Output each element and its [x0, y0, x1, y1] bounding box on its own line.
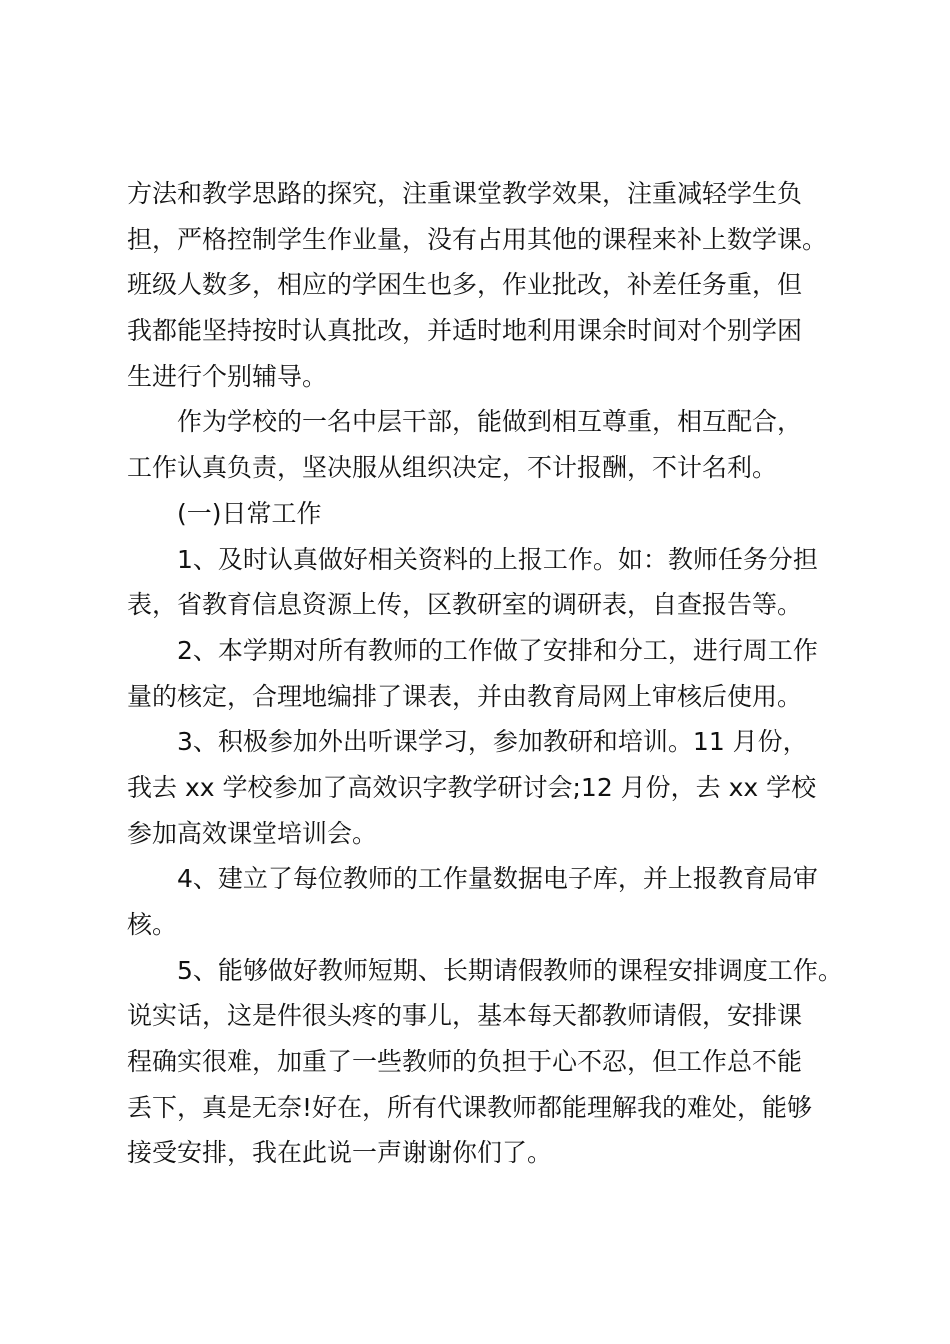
- list-item-line: 1、及时认真做好相关资料的上报工作。如：教师任务分担: [177, 544, 818, 574]
- paragraph-line: 班级人数多，相应的学困生也多，作业批改，补差任务重，但: [127, 270, 803, 300]
- list-item-line: 说实话，这是件很头疼的事儿，基本每天都教师请假，安排课: [127, 1001, 803, 1031]
- list-item-line: 5、能够做好教师短期、长期请假教师的课程安排调度工作。: [177, 955, 843, 985]
- list-item-line: 我去 xx 学校参加了高效识字教学研讨会;12 月份，去 xx 学校: [127, 772, 817, 802]
- paragraph-line: 生进行个别辅导。: [127, 361, 328, 391]
- paragraph-line: 工作认真负责，坚决服从组织决定，不计报酬，不计名利。: [127, 453, 778, 483]
- paragraph-line: 作为学校的一名中层干部，能做到相互尊重，相互配合，: [177, 407, 803, 437]
- list-item-line: 量的核定，合理地编排了课表，并由教育局网上审核后使用。: [127, 681, 803, 711]
- paragraph-line: 方法和教学思路的探究，注重课堂教学效果，注重减轻学生负: [127, 179, 803, 208]
- list-item-line: 表，省教育信息资源上传，区教研室的调研表，自查报告等。: [127, 590, 803, 620]
- paragraph-line: 我都能坚持按时认真批改，并适时地利用课余时间对个别学困: [127, 316, 803, 346]
- list-item-line: 4、建立了每位教师的工作量数据电子库，并上报教育局审: [177, 864, 818, 894]
- document-body: [127, 171, 843, 1176]
- section-heading: (一)日常工作: [177, 498, 322, 528]
- paragraph-line: 担，严格控制学生作业量，没有占用其他的课程来补上数学课。: [127, 224, 828, 254]
- list-item-line: 丢下，真是无奈!好在，所有代课教师都能理解我的难处，能够: [127, 1092, 813, 1122]
- list-item-line: 2、本学期对所有教师的工作做了安排和分工，进行周工作: [177, 635, 818, 665]
- list-item-line: 参加高效课堂培训会。: [127, 818, 378, 848]
- list-item-line: 程确实很难，加重了一些教师的负担于心不忍，但工作总不能: [127, 1047, 803, 1077]
- list-item-line: 核。: [127, 910, 178, 939]
- list-item-line: 3、积极参加外出听课学习，参加教研和培训。11 月份，: [177, 727, 808, 757]
- list-item-line: 接受安排，我在此说一声谢谢你们了。: [127, 1138, 553, 1168]
